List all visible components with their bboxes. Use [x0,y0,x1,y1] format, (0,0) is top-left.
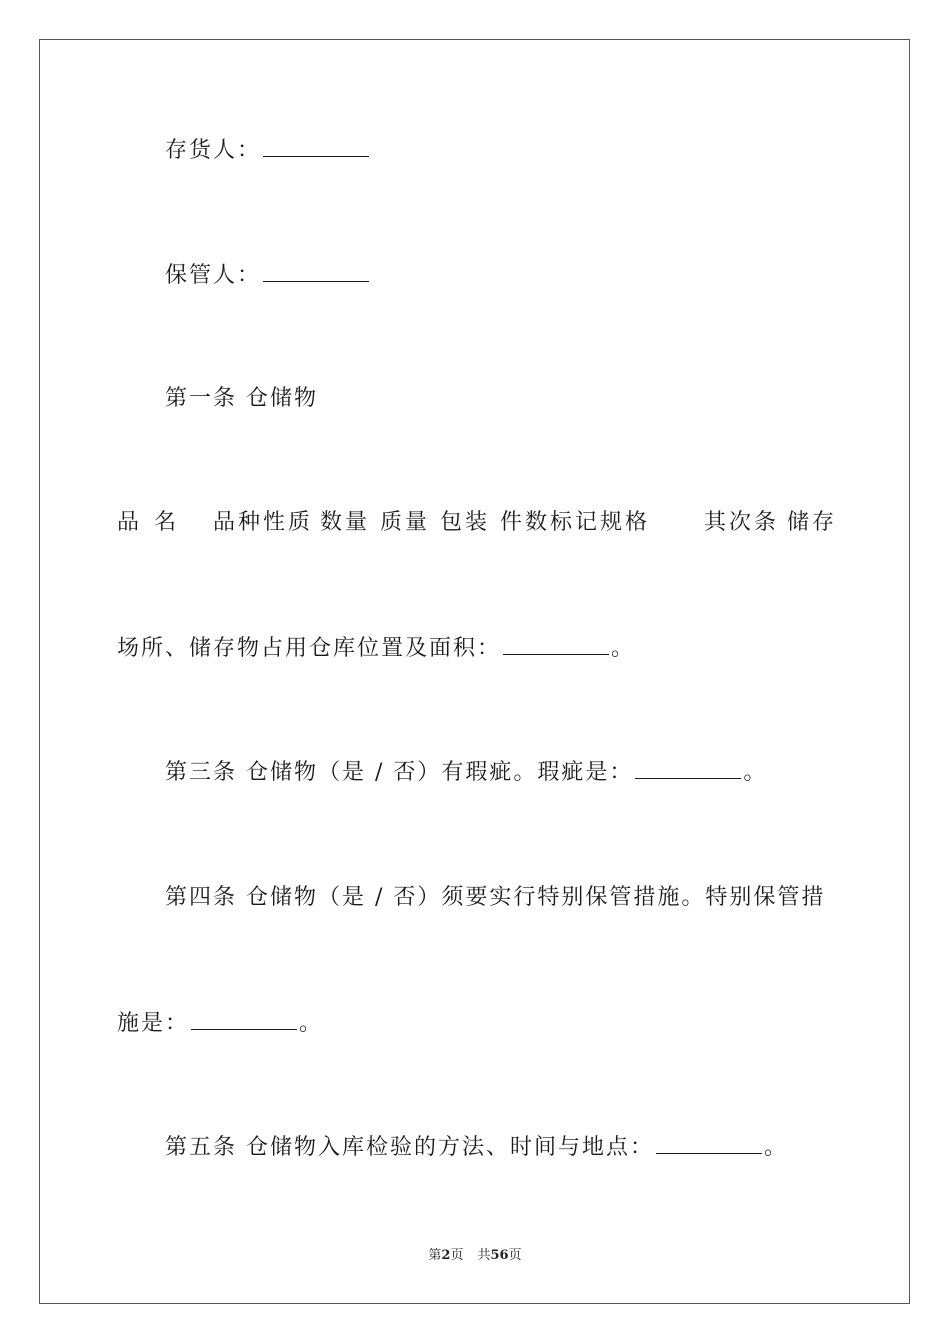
custodian-label: 保管人： [165,263,262,288]
header-quality: 质量 [380,510,431,535]
article-2-text: 场所、储存物占用仓库位置及面积： [117,636,502,661]
article-4-text: 施是： [117,1011,190,1036]
article-3-text: 第三条 仓储物（是 / 否）有瑕疵。瑕疵是： [165,760,634,785]
header-ming: 名 [154,510,180,535]
article-3-period: 。 [743,760,768,785]
depositor-blank[interactable] [263,138,369,157]
footer-total-suffix: 页 [508,1248,522,1263]
footer-page-suffix: 页 [450,1248,464,1263]
page-footer [0,1247,950,1265]
header-packaging: 包装 [440,510,491,535]
article-4-line-1: 第四条 仓储物（是 / 否）须要实行特别保管措施。特别保管措 [165,885,826,910]
article-3-blank[interactable] [635,760,741,779]
article-5 [165,1133,788,1163]
header-article-2: 其次条 [704,510,780,535]
article-4-period: 。 [299,1011,324,1036]
article-5-blank[interactable] [656,1135,762,1154]
header-storage: 储存 [787,510,838,535]
footer-total-pages: 56 [490,1248,509,1263]
article-5-text: 第五条 仓储物入库检验的方法、时间与地点： [165,1135,654,1160]
article-2-continuation [117,634,635,664]
article-4-blank[interactable] [191,1011,297,1030]
article-5-period: 。 [764,1135,789,1160]
custodian-line [165,261,371,291]
article-2-period: 。 [611,636,636,661]
header-marks-spec: 件数标记规格 [500,510,651,535]
depositor-label: 存货人： [165,138,262,163]
article-1-heading: 第一条 仓储物 [165,386,318,411]
article-2-blank[interactable] [503,636,609,655]
header-pin: 品 [117,510,143,535]
custodian-blank[interactable] [263,263,369,282]
article-3 [165,758,767,788]
depositor-line [165,136,371,166]
page-frame [39,39,910,1304]
footer-total-prefix: 共 [477,1248,491,1263]
footer-page-number: 2 [441,1248,451,1263]
article-4-line-2 [117,1009,323,1039]
footer-prefix: 第 [428,1248,442,1263]
header-quantity: 数量 [320,510,371,535]
header-variety: 品种性质 [213,510,314,535]
